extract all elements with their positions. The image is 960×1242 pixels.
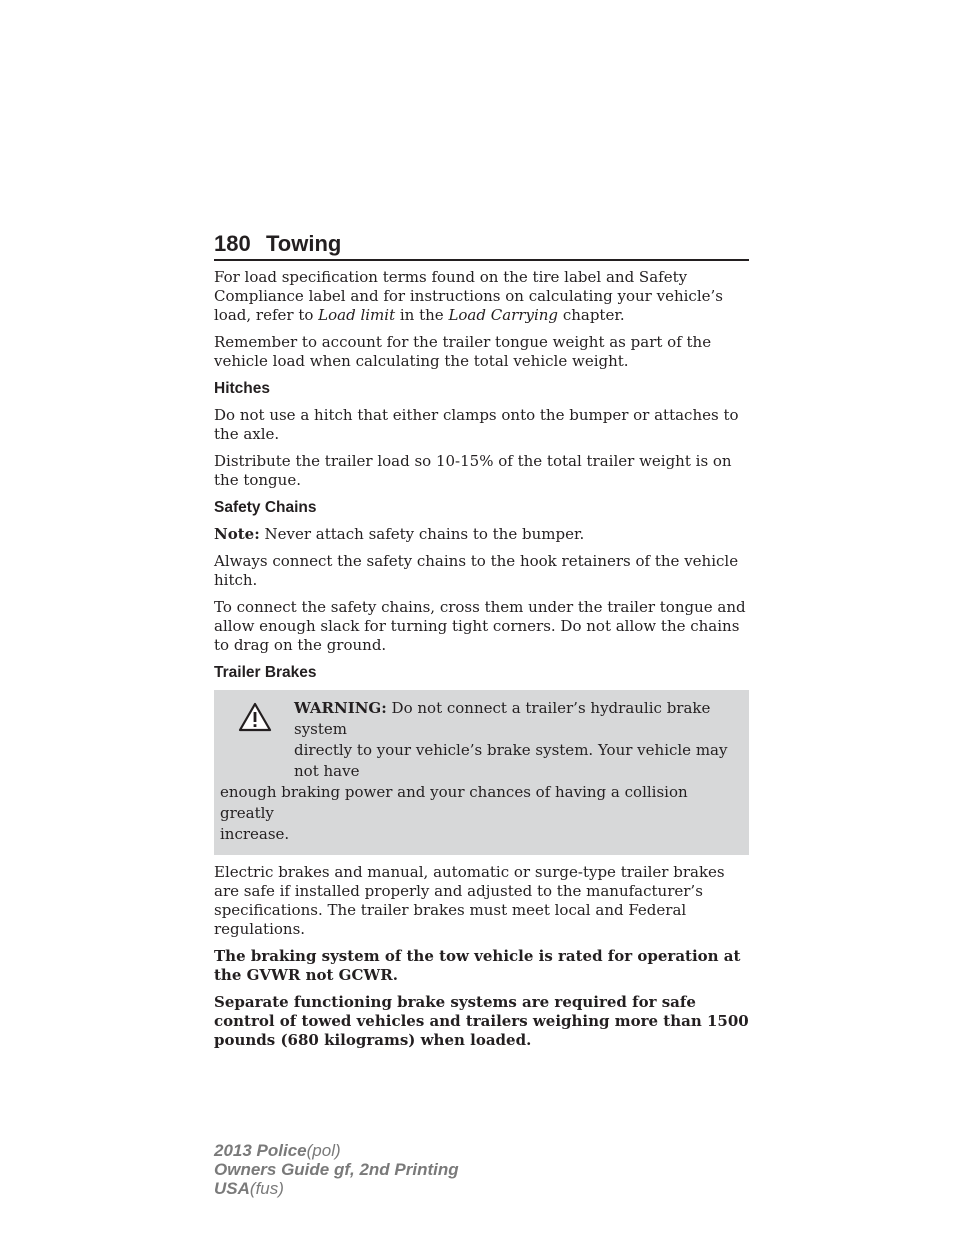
warning-box [214,690,749,855]
chapter-title: Towing [266,231,342,256]
footer-market: USA [214,1179,250,1198]
warning-triangle-icon [238,702,272,732]
trailer-brakes-heading: Trailer Brakes [214,664,317,681]
load-limit-reference: Load limit [318,306,396,324]
warning-line-2: directly to your vehicle’s brake system. Your vehicle may not have [294,741,728,780]
warning-text-1: Do not connect a trailer’s hydraulic brake system [294,699,711,738]
warning-label: WARNING: [294,699,387,717]
footer-line-2: Owners Guide gf, 2nd Printing [214,1160,459,1179]
footer-line-3 [214,1179,459,1198]
load-spec-mid: in the [395,306,449,324]
warning-line-3: enough braking power and your chances of having a collision greatly [220,783,688,822]
load-spec-paragraph [214,268,749,325]
page-header [214,231,749,261]
page-number: 180 [214,231,251,256]
safety-chains-paragraph-2: To connect the safety chains, cross them under the trailer tongue and allow enough slack for turning tight corners. Do not allow the chains to drag on the ground. [214,598,746,654]
safety-chains-paragraph-1: Always connect the safety chains to the hook retainers of the vehicle hitch. [214,552,739,589]
footer-model: 2013 Police [214,1141,307,1160]
tongue-weight-paragraph: Remember to account for the trailer tongue weight as part of the vehicle load when calculating the total vehicle weight. [214,333,712,370]
braking-rating-paragraph: The braking system of the tow vehicle is rated for operation at the GVWR not GCWR. [214,947,741,984]
footer-market-code: (fus) [249,1179,284,1198]
header-divider [214,259,749,261]
hitches-paragraph-1: Do not use a hitch that either clamps onto the bumper or attaches to the axle. [214,406,739,443]
electric-brakes-paragraph: Electric brakes and manual, automatic or surge-type trailer brakes are safe if installed properly and adjusted to the manufacturer’s specifications. The trailer brakes must meet local and Federal regulations. [214,863,725,938]
load-carrying-reference: Load Carrying [448,306,559,324]
note-text: Never attach safety chains to the bumper. [259,525,585,543]
hitches-paragraph-2: Distribute the trailer load so 10-15% of the total trailer weight is on the tongue. [214,452,732,489]
footer-line-1 [214,1141,459,1160]
load-spec-text: For load specification terms found on the tire label and Safety Compliance label and for instructions on calculating your vehicle’s load, refer to [214,268,723,324]
page-content [214,268,749,1058]
load-spec-end: chapter. [558,306,625,324]
page-footer [214,1141,459,1198]
safety-chains-heading: Safety Chains [214,499,317,516]
footer-model-code: (pol) [306,1141,341,1160]
warning-line-1 [220,698,743,740]
separate-brakes-paragraph: Separate functioning brake systems are required for safe control of towed vehicles and trailers weighing more than 1500 pounds (680 kilograms) when loaded. [214,993,749,1049]
warning-line-4: increase. [220,825,290,843]
hitches-heading: Hitches [214,380,270,397]
note-label: Note: [214,525,260,543]
safety-chains-note [214,525,749,544]
